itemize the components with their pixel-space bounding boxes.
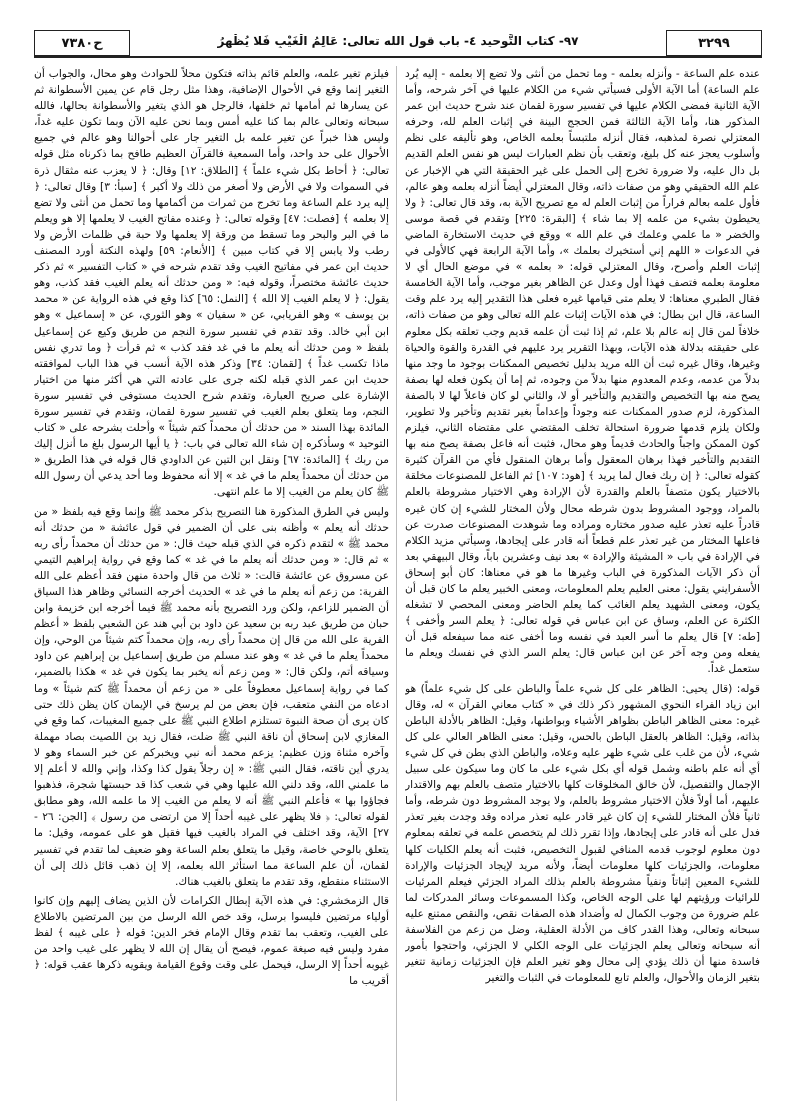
right-text-column bbox=[405, 66, 760, 1101]
paragraph: وليس في الطرق المذكورة هنا التصريح بذكر محمد ﷺ وإنما وقع فيه بلفظ « من حدثك أنه يعلم » وأظنه بنى على أن الضمير في قول عائشة « من حدثك أنه محمد ﷺ » لتقدم ذكره في الذي قبله حيث قال: « من حدثك أن محمداً رأى ربه » ثم قال: « ومن حدثك أنه يعلم ما في غد » كما وقع في رواية إبراهيم التيمي عن مسروق عن عائشة قالت: « ثلاث من قال واحدة منهن فقد أعظم على الله الفرية: من زعم أنه يعلم ما في غد » الحديث أخرجه النسائي وظاهر هذا السياق أن الضمير للزاعم، ولكن ورد التصريح بأنه محمد ﷺ فيما أخرجه ابن خزيمة وابن حبان من طريق عبد ربه بن سعيد عن داود بن أبي هند عن الشعبي بلفظ « أعظم الفرية على الله من قال إن محمداً رأى ربه، وإن محمداً كتم شيئاً من الوحي، وإن محمداً يعلم ما في غد » وهو عند مسلم من طريق إسماعيل بن إبراهيم عن داود وسياقه أتم، ولكن قال: « ومن زعم أنه يخبر بما يكون في غد » هكذا بالضمير، كما في رواية إسماعيل معطوفاً على « من زعم أن محمداً ﷺ كتم شيئاً » وما ادعاه من النفي متعقب، فإن بعض من لم يرسخ في الإيمان كان يظن ذلك حتى كان يرى أن صحة النبوة تستلزم اطلاع النبي ﷺ على جميع المغيبات، كما وقع في المغازي لابن إسحاق أن ناقة النبي ﷺ ضلت، فقال زيد بن اللصيت بصاد مهملة وآخره مثناة وزن عظيم: يزعم محمد أنه نبي ويخبركم عن خبر السماء وهو لا يدري أين ناقته، فقال النبي ﷺ: « إن رجلاً يقول كذا وكذا، وإني والله لا أعلم إلا ما علمني الله، وقد دلني الله عليها وهي في شعب كذا قد حبستها شجرة، فذهبوا فجاؤوا بها » فأعلم النبي ﷺ أنه لا يعلم من الغيب إلا ما علمه الله، وهو مطابق لقوله تعالى: ﴿ فلا يظهر على غيبه أحداً إلا من ارتضى من رسول ﴾ [الجن: ٢٦ - ٢٧] الآية، وقد اختلف في المراد بالغيب فيها فقيل هو على عمومه، وقيل: ما يتعلق بالوحي خاصة، وقيل ما يتعلق بعلم الساعة وهو ضعيف لما تقدم في تفسير لقمان، أن علم الساعة مما استأثر الله بعلمه، إلا إن ذهب قائل ذلك إلى أن الاستثناء منقطع، وقد تقدم ما يتعلق بالغيب هناك. bbox=[34, 504, 389, 888]
paragraph: قال الزمخشري: في هذه الآية إبطال الكرامات لأن الذين يضاف إليهم وإن كانوا أولياء مرتضين فليسوا برسل، وقد خص الله الرسل من بين المرتضين بالاطلاع على الغيب، وتعقب بما تقدم وقال الإمام فخر الدين: قوله ﴿ على غيبه ﴾ لفظ مفرد وليس فيه صيغة عموم، فيصح أن يقال إن الله لا يظهر على غيب واحد من غيوبه أحداً إلا الرسل، فيحمل على وقت وقوع القيامة ويقويه ذكرها عقب قوله: ﴿ أقريب ما bbox=[34, 893, 389, 988]
page-header bbox=[34, 28, 762, 58]
page-number: ٣٢٩٩ bbox=[666, 30, 762, 56]
hadith-number: ح٧٣٨٠ bbox=[34, 30, 130, 56]
paragraph: فيلزم تغير علمه، والعلم قائم بذاته فتكون محلاً للحوادث وهو محال، والجواب أن التغير إنما وقع في الأحوال الإضافية، وهذا مثل رجل قام عن يمين الأسطوانة ثم عن يسارها ثم أمامها ثم خلفها، فالرجل هو الذي يتغير والأسطوانة بحالها، فالله سبحانه وتعالى عالم بما كنا عليه أمس وبما نحن عليه الآن وبما تكون عليه غداً، وليس هذا خبراً عن تغير علمه بل التغير جار على أحوالنا وهو عالم في جميع الأحوال على حد واحد، وأما السمعية فالقرآن العظيم طافح بما ذكرناه مثل قوله تعالى: ﴿ أحاط بكل شيء علماً ﴾ [الطلاق: ١٢] وقال: ﴿ لا يعزب عنه مثقال ذرة في السموات ولا في الأرض ولا أصغر من ذلك ولا أكبر ﴾ [سبأ: ٣] وقال تعالى: ﴿ إليه يرد علم الساعة وما تخرج من ثمرات من أكمامها وما تحمل من أنثى ولا تضع إلا بعلمه ﴾ [فصلت: ٤٧] وقوله تعالى: ﴿ وعنده مفاتح الغيب لا يعلمها إلا هو ويعلم ما في البر والبحر وما تسقط من ورقة إلا يعلمها ولا حبة في ظلمات الأرض ولا رطب ولا يابس إلا في كتاب مبين ﴾ [الأنعام: ٥٩] ولهذه النكتة أورد المصنف حديث ابن عمر في مفاتيح الغيب وقد تقدم شرحه في « كتاب التفسير » ثم ذكر حديث عائشة مختصراً، وقوله فيه: « ومن حدثك أنه يعلم الغيب فقد كذب، وهو يقول: ﴿ لا يعلم الغيب إلا الله ﴾ [النمل: ٦٥] كذا وقع في هذه الرواية عن « محمد بن يوسف » وهو الفريابي، عن « سفيان » وهو الثوري، عن « إسماعيل » وهو ابن أبي خالد. وقد تقدم في تفسير سورة النجم من طريق وكيع عن إسماعيل بلفظ « ومن حدثك أنه يعلم ما في غد فقد كذب » ثم قرأت ﴿ وما تدري نفس ماذا تكسب غداً ﴾ [لقمان: ٣٤] وذكر هذه الآية أنسب في هذا الباب لموافقته حديث ابن عمر الذي قبله لكنه جرى على عادته التي هي أكثر منها من اختيار الإشارة على صريح العبارة، وتقدم شرح الحديث مستوفى في تفسير سورة النجم، وما يتعلق بعلم الغيب في تفسير سورة لقمان، وتقدم في تفسير سورة المائدة بهذا السند « من حدثك أن محمداً كتم شيئاً » وأحلت بشرحه على « كتاب التوحيد » وسأذكره إن شاء الله تعالى في باب: ﴿ يا أيها الرسول بلغ ما أنزل إليك من ربك ﴾ [المائدة: ٦٧] ونقل ابن التين عن الداودي قال قوله في هذا الطريق « من حدثك أن محمداً يعلم ما في غد » إلا أنه محفوظ وما أحد يدعي أن رسول الله ﷺ كان يعلم من الغيب إلا ما علم انتهى. bbox=[34, 67, 389, 499]
column-divider bbox=[396, 66, 397, 1101]
running-title: ٩٧- كتاب التَّوحيد ٤- باب قول الله تعالى: عَالِمُ الْغَيْبِ فَلا يُظْهِرُ bbox=[217, 34, 579, 48]
left-text-column bbox=[34, 66, 389, 1101]
paragraph: قوله: (قال يحيى: الظاهر على كل شيء علماً والباطن على كل شيء علماً) هو ابن زياد الفراء النحوي المشهور ذكر ذلك في « كتاب معاني القرآن » له، وقال غيره: معنى الظاهر الباطن بظواهر الأشياء وبواطنها، وقيل: الظاهر بالأدلة الباطن بذاته، وقيل: الظاهر بالعقل الباطن بالحس، وقيل: معنى الظاهر العالي على كل شيء، لأن من غلب على شيء ظهر عليه وعلاه، والباطن الذي بطن في كل شيء أي أنه علم باطنه وشمل قوله أي بكل شيء على ما كان وما سيكون على سبيل الإجمال والتفصيل، لأن خالق المخلوقات كلها بالاختيار متصف بالعلم بهم والاقتدار عليهم، أما أولاً فلأن الاختيار مشروط بالعلم، ولا يوجد المشروط دون شرطه، وأما ثانياً فلأن المختار للشيء إن كان غير قادر عليه تعذر مراده وقد وجدت بغير تعذر فدل على أنه قادر على إيجادها، وإذا تقرر ذلك لم يتخصص علمه في تعلقه بمعلوم دون معلوم لوجوب قدمه المنافي لقبول التخصيص، فثبت أنه يعلم الكليات كلها معلومات، والجزئيات كلها معلومات أيضاً، ولأنه مريد لإيجاد الجزئيات والإرادة للشيء المعين إثباتاً ونفياً مشروطة بالعلم بذلك المراد الجزئي فيعلم المرئيات للرائيات ورؤيتهم لها على الوجه الخاص، وكذا المسموعات وسائر المدركات لما علم ضرورة من وجوب الكمال له وأضداد هذه الصفات نقص، والنقص ممتنع عليه سبحانه وتعالى، وهذا القدر كاف من الأدلة العقلية، وضل من زعم من الفلاسفة أنه سبحانه وتعالى يعلم الجزئيات على الوجه الكلي لا الجزئي، واحتجوا بأمور فاسدة منها أن ذلك يؤدي إلى محال وهو تغير العلم فإن الجزئيات زمانية تتغير بتغير الزمان والأحوال، والعلم تابع للمعلومات في الثبات والتغير bbox=[405, 681, 760, 985]
paragraph: عنده علم الساعة - وأنزله بعلمه - وما تحمل من أنثى ولا تضع إلا بعلمه - إليه يُرد علم الساعة) أما الآية الأولى فسيأتي شيء من الكلام عليها في آخر شرحه، وأما الآية الثانية فمضى الكلام عليها في تفسير سورة لقمان عند شرح حديث ابن عمر المذكور هنا، وأما الآية الثالثة فمن الحجج البينة في إثبات العلم لله، وحرفه المعتزلي نصرة لمذهبه، فقال أنزله ملتبساً بعلمه الخاص، وهو تأليفه على نظم وأسلوب يعجز عنه كل بليغ، وتعقب بأن نظم العبارات ليس هو نفس العلم القديم بل دال عليه، ولا ضرورة تخرج إلى الحمل على غير الحقيقة التي هي الإخبار عن علم الله الحقيقي وهو من صفات ذاته، وقال المعتزلي أيضاً أنزله بعلمه وهو عالم، فأول علمه بعالم فراراً من إثبات العلم له مع تصريح الآية به، وقد قال تعالى: ﴿ ولا يحيطون بشيء من علمه إلا بما شاء ﴾ [البقرة: ٢٢٥] وتقدم في قصة موسى والخضر « ما علمي وعلمك في علم الله » ووقع في حديث الاستخارة الماضي في الدعوات « اللهم إني أستخيرك بعلمك »، وأما الآية الرابعة فهي كالأولى في إثبات العلم وأصرح، وقال المعتزلي قوله: « بعلمه » في موضع الحال أي لا معلومة بعلمه فتصف فهذا أول وعدل عن الظاهر بغير موجب، وأما الآية الخامسة فقال الطبري معناها: لا يعلم متى قيامها غيره فعلى هذا التقدير إليه يرد علم وقت الساعة، قال ابن بطال: في هذه الآيات إثبات علم الله تعالى وهو من صفات ذاته، خلافاً لمن قال إنه عالم بلا علم، ثم إذا ثبت أن علمه قديم وجب تعلقه بكل معلوم على حقيقته بدلالة هذه الآيات، وبهذا التقرير يرد عليهم في القدرة والقوة والحياة وغيرها، وقال غيره ثبت أن الله مريد بدليل تخصيص الممكنات بوجود ما وجد منها بدلاً من عدمه، وعدم المعدوم منها بدلاً من وجوده، ثم إما أن يكون فعله لها بصفة يصح منه بها التخصيص والتقديم والتأخير أو لا، والثاني لو كان فاعلاً لها لا بالصفة المذكورة، لزم صدور الممكنات عنه وجوداً وإعداماً بغير تقديم وتأخير ولا تطوير، ولكان يلزم قدمها ضرورة استحالة تخلف المقتضي على مقتضاه الثاني، فيلزم كون الممكن واجباً والحادث قديماً وهو محال، فثبت أنه فاعل بصفة يصح منه بها التقديم والتأخير فهذا برهان المعقول وأما برهان المنقول فأي من القرآن كثيرة كقوله تعالى: ﴿ إن ربك فعال لما يريد ﴾ [هود: ١٠٧] ثم الفاعل للمصنوعات مخلقة بالاختيار يكون متصفاً بالعلم والقدرة لأن الإرادة وهي الاختيار مشروطة بالعلم بالمراد، ووجود المشروط بدون شرطه محال ولأن المختار للشيء إن كان غيره قادراً عليه تعذر عليه صدور مختاره ومراده وما شوهدت المصنوعات صدرت عن فاعلها المختار من غير تعذر علم قطعاً أنه قادر على إيجادها، وسيأتي مزيد الكلام في الإرادة في باب « المشيئة والإرادة » بعد نيف وعشرين باباً، وقال البيهقي بعد أن ذكر الآيات المذكورة في الباب وغيرها ما هو في معناها: كان أبو إسحاق الأسفرايني يقول: معنى العليم يعلم المعلومات، ومعنى الخبير يعلم ما كان قبل أن يكون، ومعنى الشهيد يعلم الغائب كما يعلم الحاضر ومعنى المحصي لا تشغله الكثرة عن العلم، وساق عن ابن عباس في قوله تعالى: ﴿ يعلم السر وأخفى ﴾ [طه: ٧] قال يعلم ما أسر العبد في نفسه وما أخفى عنه مما سيفعله قبل أن يفعله ومن وجه آخر عن ابن عباس قال: يعلم السر الذي في نفسك ويعلم ما ستعمل غداً. bbox=[405, 67, 760, 676]
